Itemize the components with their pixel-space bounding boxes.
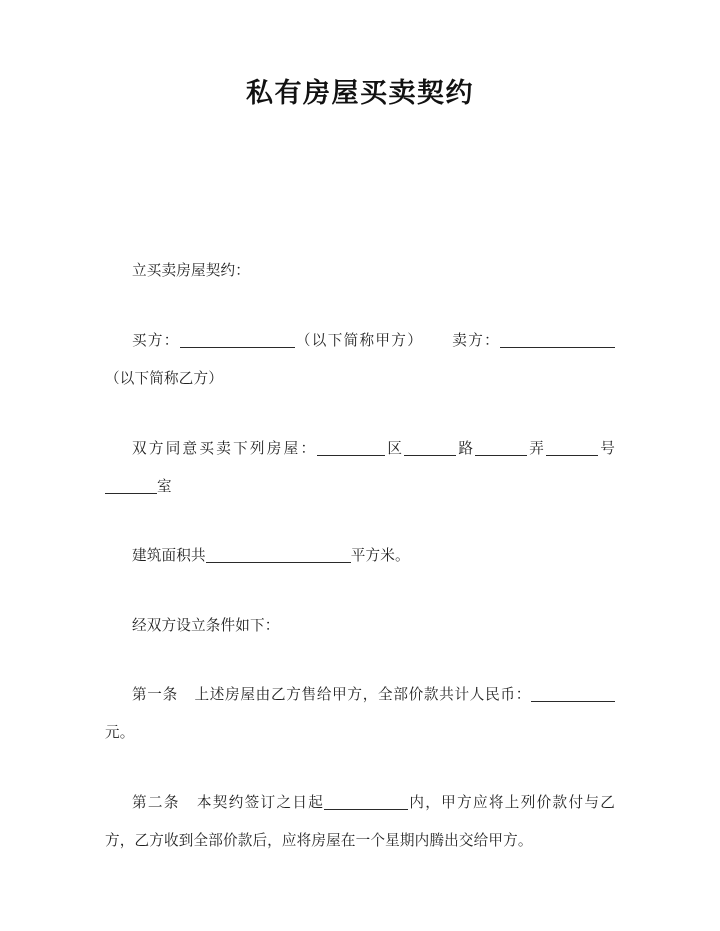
article-1-text-before: 上述房屋由乙方售给甲方，全部价款共计人民币： <box>193 687 532 703</box>
lane-blank[interactable] <box>475 441 527 456</box>
seller-alias-head: （以 <box>105 371 135 387</box>
paragraph-opening <box>105 252 615 290</box>
buyer-alias: （以下简称甲方） <box>294 333 424 349</box>
paragraph-article-1 <box>105 676 615 752</box>
area-unit: 平方米。 <box>350 548 410 564</box>
paragraph-floor-area <box>105 537 615 575</box>
article-2-number: 第二条 <box>132 795 180 811</box>
lane-unit: 弄 <box>527 441 547 457</box>
property-lead: 双方同意买卖下列房屋： <box>132 441 318 457</box>
article-2-text-after: 内，甲方应将上列价款付与乙方，乙方收到全部价款后，应将房屋在一个星期内腾出交给甲方。 <box>105 795 616 849</box>
total-price-blank[interactable] <box>531 687 615 702</box>
paragraph-article-2 <box>105 784 615 860</box>
paragraph-property-address <box>105 430 615 506</box>
buyer-label: 买方： <box>132 333 180 349</box>
room-unit: 室 <box>157 479 172 495</box>
paragraph-parties <box>105 322 615 398</box>
road-unit: 路 <box>456 441 476 457</box>
number-blank[interactable] <box>546 441 598 456</box>
room-blank[interactable] <box>105 479 157 494</box>
article-1-text-after: 元。 <box>105 725 135 741</box>
document-body <box>105 252 615 860</box>
district-unit: 区 <box>385 441 405 457</box>
area-lead: 建筑面积共 <box>132 548 206 564</box>
payment-term-blank[interactable] <box>324 795 408 810</box>
conditions-heading-text: 经双方设立条件如下： <box>132 618 280 634</box>
road-blank[interactable] <box>404 441 456 456</box>
article-1-number: 第一条 <box>132 687 178 703</box>
district-blank[interactable] <box>317 441 385 456</box>
buyer-name-blank[interactable] <box>180 333 295 348</box>
floor-area-blank[interactable] <box>206 548 351 563</box>
page-title: 私有房屋买卖契约 <box>246 78 474 108</box>
seller-label: 卖方： <box>451 333 501 349</box>
number-unit: 号 <box>598 441 616 457</box>
opening-text: 立买卖房屋契约： <box>132 263 250 279</box>
article-2-text-before: 本契约签订之日起 <box>195 795 325 811</box>
paragraph-conditions-heading <box>105 607 615 645</box>
seller-alias-tail: 下简称乙方） <box>134 371 223 387</box>
seller-name-blank[interactable] <box>500 333 615 348</box>
